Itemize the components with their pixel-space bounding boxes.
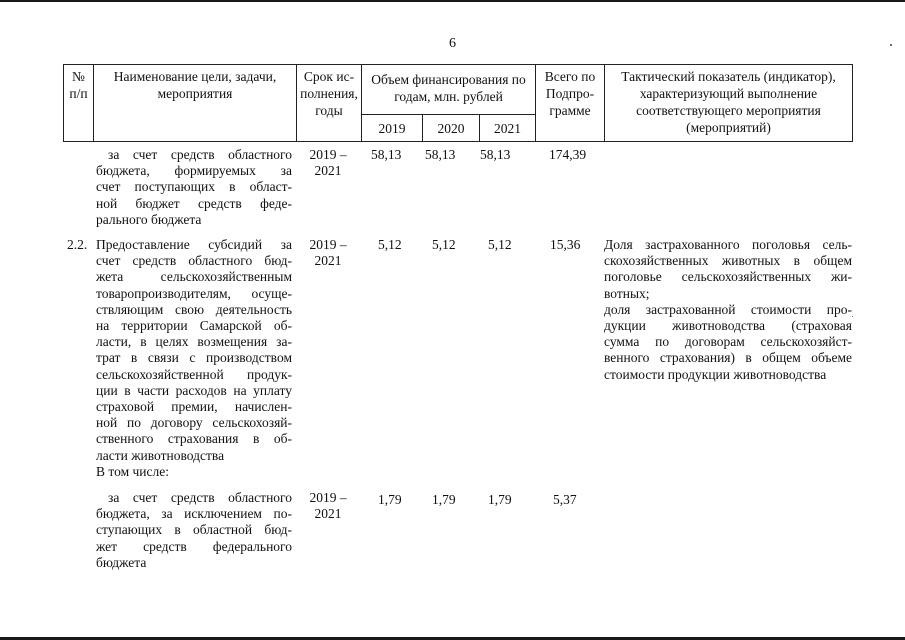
name-line: товаропроизводителям, осуще- bbox=[96, 285, 292, 301]
name-line: трат в связи с производством bbox=[96, 350, 292, 366]
scan-speck bbox=[890, 44, 892, 46]
scan-speck bbox=[852, 316, 853, 317]
name-line: страховой премии, начислен- bbox=[96, 399, 292, 415]
term-line: 2019 – bbox=[309, 147, 347, 162]
value-2019: 1,79 bbox=[378, 492, 402, 507]
name-line: бюджета, формируемых за bbox=[96, 163, 292, 179]
indicator-line: сумма по договорам сельскохозяйст- bbox=[604, 334, 852, 350]
indicator-line: доля застрахованной стоимости про- bbox=[604, 301, 852, 317]
name-line: Предоставление субсидий за bbox=[96, 237, 292, 252]
value-2020: 5,12 bbox=[432, 237, 456, 252]
name-line: сельскохозяйственной продук- bbox=[96, 366, 292, 382]
indicator-line: Доля застрахованного поголовья сель- bbox=[604, 237, 852, 252]
table-header bbox=[63, 64, 853, 142]
header-name: Наименование цели, задачи, мероприятия bbox=[94, 65, 297, 142]
indicator-line: венного страхования) в общем объеме bbox=[604, 350, 852, 366]
value-2021: 1,79 bbox=[488, 492, 512, 507]
row-number: 2.2. bbox=[67, 237, 88, 252]
indicator-line: стоимости продукции животноводства bbox=[604, 366, 827, 382]
term-line: 2021 bbox=[314, 506, 342, 522]
row-name bbox=[96, 147, 292, 228]
value-2019: 5,12 bbox=[378, 237, 402, 252]
term-line: 2019 – bbox=[309, 237, 347, 252]
row-term bbox=[306, 147, 350, 179]
indicator-line: поголовье сельскохозяйственных жи- bbox=[604, 269, 852, 285]
scan-top-edge bbox=[0, 0, 905, 2]
value-2021: 5,12 bbox=[488, 237, 512, 252]
name-line: за счет средств областного bbox=[108, 490, 292, 505]
name-line: за счет средств областного bbox=[108, 147, 292, 162]
name-line: ной бюджет средств феде- bbox=[96, 195, 292, 211]
name-line: ласти животноводства bbox=[96, 447, 225, 463]
name-line: жет средств федерального bbox=[96, 538, 292, 554]
name-line: счет средств областного бюд- bbox=[96, 253, 292, 269]
indicator-line: вотных; bbox=[604, 285, 650, 301]
name-line: ступающих в областной бюд- bbox=[96, 522, 292, 538]
name-line: ласти, в целях возмещения за- bbox=[96, 334, 292, 350]
row-term bbox=[306, 490, 350, 522]
indicator-line: скохозяйственных животных в общем bbox=[604, 253, 852, 269]
header-year: 2020 bbox=[423, 115, 480, 142]
header-indicator: Тактический показатель (индикатор), характеризующий выполнение соответствующего мероприятия (мероприятий) bbox=[605, 65, 853, 142]
row-term bbox=[306, 237, 350, 269]
value-total: 174,39 bbox=[549, 147, 587, 162]
name-line: ции в части расходов на уплату bbox=[96, 382, 292, 398]
subtotal-label: В том числе: bbox=[96, 463, 169, 479]
header-term: Срок ис-полнения, годы bbox=[297, 65, 362, 142]
value-2020: 58,13 bbox=[425, 147, 456, 162]
term-line: 2019 – bbox=[309, 490, 347, 505]
name-line: бюджета, за исключением по- bbox=[96, 506, 292, 522]
name-line: счет поступающих в област- bbox=[96, 179, 292, 195]
value-total: 5,37 bbox=[553, 492, 577, 507]
term-line: 2021 bbox=[314, 253, 342, 269]
value-2019: 58,13 bbox=[371, 147, 402, 162]
name-line: жета сельскохозяйственным bbox=[96, 269, 292, 285]
name-line: на территории Самарской об- bbox=[96, 318, 292, 334]
indicator-line: дукции животноводства (страховая bbox=[604, 318, 852, 334]
header-financing: Объем финансирования по годам, млн. рублей bbox=[362, 65, 536, 115]
header-num: № п/п bbox=[64, 65, 94, 142]
name-line: рального бюджета bbox=[96, 211, 202, 227]
row-indicator bbox=[604, 237, 852, 383]
term-line: 2021 bbox=[314, 163, 342, 179]
header-total: Всего по Подпро-грамме bbox=[536, 65, 605, 142]
page-number: 6 bbox=[449, 36, 456, 51]
value-total: 15,36 bbox=[550, 237, 581, 252]
row-name bbox=[96, 237, 292, 480]
header-year: 2021 bbox=[480, 115, 536, 142]
name-line: ственного страхования в об- bbox=[96, 431, 292, 447]
name-line: ной по договору сельскохозяй- bbox=[96, 415, 292, 431]
value-2020: 1,79 bbox=[432, 492, 456, 507]
name-line: ствляющим свою деятельность bbox=[96, 301, 292, 317]
row-name bbox=[96, 490, 292, 571]
value-2021: 58,13 bbox=[480, 147, 511, 162]
header-year: 2019 bbox=[362, 115, 423, 142]
name-line: бюджета bbox=[96, 554, 147, 570]
